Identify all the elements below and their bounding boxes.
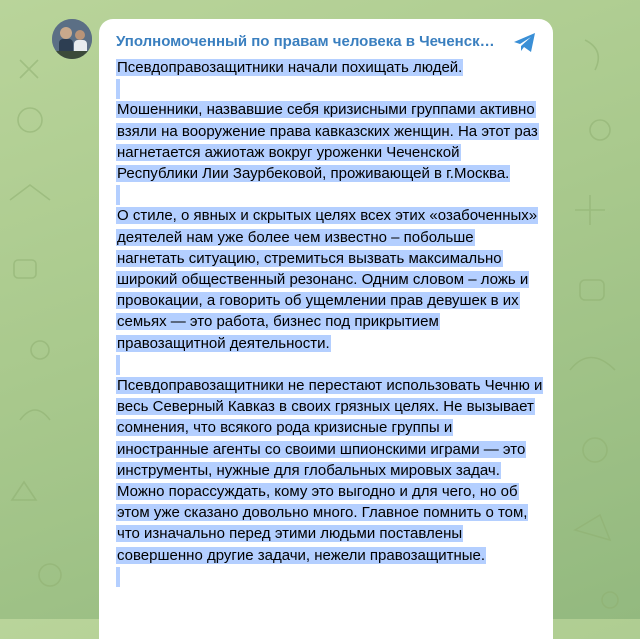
message-paragraph <box>116 205 544 353</box>
message-paragraph <box>116 57 544 78</box>
selected-blank-line <box>116 184 544 205</box>
channel-name[interactable]: Уполномоченный по правам человека в Чеченск… <box>116 33 495 50</box>
avatar-image <box>52 19 92 59</box>
paragraph-text: Псевдоправозащитники не перестают использовать Чечню и весь Северный Кавказ в своих грязных целях. Не вызывает сомнения, что всякого рода кризисные группы и иностранные агенты со своими шпионскими играми — это инструменты, нужные для глобальных мировых задач. Можно порассуждать, кому это выгодно и для чего, но об этом уже сказано довольно много. Главное помнить о том, что изначально перед этими людьми поставлены совершенно другие задачи, нежели правозащитные. <box>117 377 543 564</box>
message-text <box>116 57 544 587</box>
message-paragraph <box>116 375 544 566</box>
message-paragraph <box>116 99 544 184</box>
selected-blank-line <box>116 354 544 375</box>
paragraph-text: Псевдоправозащитники начали похищать людей. <box>117 59 463 76</box>
channel-avatar[interactable] <box>52 19 92 59</box>
paragraph-text: О стиле, о явных и скрытых целях всех этих «озабоченных» деятелей нам уже более чем известно – побольше нагнетать ситуацию, стремиться вызвать максимально широкий общественный резонанс. Одним словом – ложь и провокации, а говорить об ущемлении прав девушек в их семьях — это работа, бизнес под прикрытием правозащитной деятельности. <box>117 207 538 352</box>
telegram-icon[interactable] <box>512 31 538 55</box>
selected-blank-line <box>116 78 544 99</box>
message-header <box>116 33 536 53</box>
paragraph-text: Мошенники, назвавшие себя кризисными группами активно взяли на вооружение права кавказских женщин. На этот раз нагнетается ажиотаж вокруг уроженки Чеченской Республики Лии Заурбековой, проживающей в г.Москва. <box>117 101 538 182</box>
selected-blank-line <box>116 566 544 587</box>
